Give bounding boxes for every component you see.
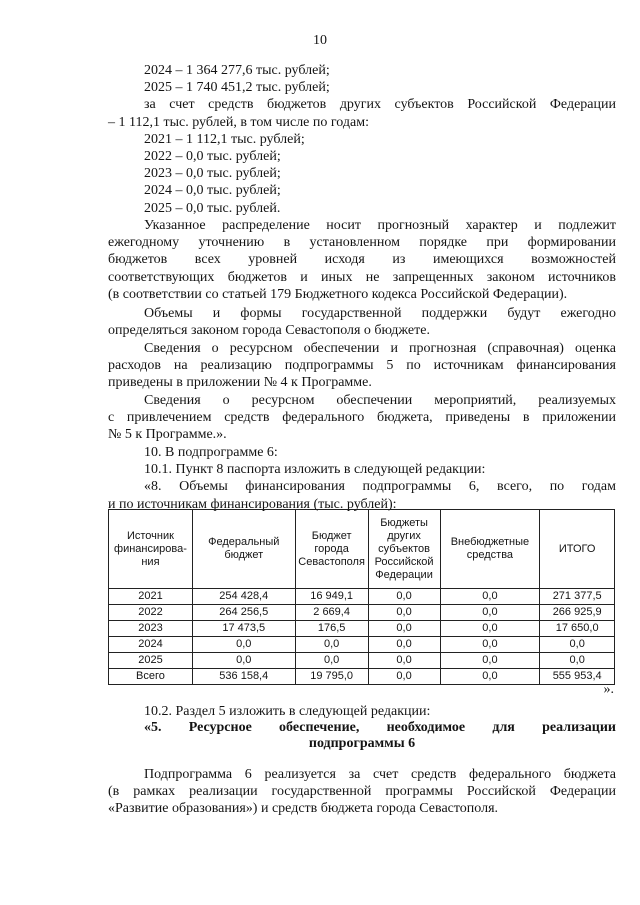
forecast-paragraph [108, 217, 616, 303]
text-line: 2023 – 0,0 тыс. рублей; [144, 166, 281, 182]
table-cell: 0,0 [368, 637, 440, 653]
table-cell: 2024 [109, 637, 193, 653]
table-cell: 264 256,5 [192, 605, 295, 621]
text-line: соответствующих бюджетов и иных не запрещенных законом источников [108, 269, 616, 285]
text-line: Указанное распределение носит прогнозный характер и подлежит [144, 218, 616, 233]
text-line: с привлечением средств федерального бюджета, приведены в приложении [108, 410, 616, 426]
table-cell: 266 925,9 [540, 605, 615, 621]
table-cell: 0,0 [368, 605, 440, 621]
text-line: расходов на реализацию подпрограммы 5 по источникам финансирования [108, 358, 616, 374]
table-cell: 0,0 [295, 637, 368, 653]
table-cell: 0,0 [368, 589, 440, 605]
table-row [109, 621, 615, 637]
table-cell: 0,0 [440, 605, 540, 621]
text-line: ежегодному уточнению в установленном порядке при формировании [108, 235, 616, 251]
funding-table [108, 509, 615, 685]
table-cell: 0,0 [368, 669, 440, 685]
table-cell: 555 953,4 [540, 669, 615, 685]
section-heading [108, 720, 616, 752]
volumes-paragraph [108, 305, 616, 339]
table-cell: 0,0 [368, 653, 440, 669]
item-10-block [108, 444, 616, 513]
table-cell: 17 473,5 [192, 621, 295, 637]
table-row [109, 605, 615, 621]
heading-line: подпрограммы 6 [308, 736, 416, 751]
table-row [109, 589, 615, 605]
table-cell: 0,0 [192, 637, 295, 653]
table-cell: 0,0 [440, 637, 540, 653]
table-cell: 2022 [109, 605, 193, 621]
table-cell: 2025 [109, 653, 193, 669]
header-source: Источник финансирова-ния [109, 510, 193, 589]
text-line: определяться законом города Севастополя о бюджете. [108, 323, 430, 339]
table-cell: 0,0 [440, 653, 540, 669]
table-cell: 536 158,4 [192, 669, 295, 685]
text-line: 2025 – 1 740 451,2 тыс. рублей; [144, 80, 330, 96]
funding-by-year-block [108, 62, 616, 217]
text-line: бюджетов всех уровней исходя из имеющихся возможностей [108, 252, 616, 268]
table-header-row [109, 510, 615, 589]
item-8-line: «8. Объемы финансирования подпрограммы 6, всего, по годам [144, 479, 616, 495]
table-cell: 2021 [109, 589, 193, 605]
table-cell: 0,0 [540, 653, 615, 669]
table-cell: 0,0 [440, 621, 540, 637]
header-city: Бюджет города Севастополя [295, 510, 368, 589]
federal-info-paragraph [108, 392, 616, 444]
text-line: приведены в приложении № 4 к Программе. [108, 375, 372, 391]
text-line: Сведения о ресурсном обеспечении мероприятий, реализуемых [144, 393, 616, 408]
table-cell: 176,5 [295, 621, 368, 637]
header-extrabudgetary: Внебюджетные средства [440, 510, 540, 589]
text-line: за счет средств бюджетов других субъектов Российской Федерации [144, 97, 616, 113]
heading-line: «5. Ресурсное обеспечение, необходимое для реализации [144, 720, 616, 735]
item-10-2-block [108, 703, 616, 720]
table-closing-quote: ». [603, 682, 614, 697]
text-line: «Развитие образования») и средств бюджета города Севастополя. [108, 801, 499, 817]
header-other-subjects: Бюджеты других субъектов Российской Федерации [368, 510, 440, 589]
header-total: ИТОГО [540, 510, 615, 589]
table-cell: 0,0 [440, 669, 540, 685]
item-10-line: 10. В подпрограмме 6: [144, 445, 278, 460]
header-federal: Федеральный бюджет [192, 510, 295, 589]
table-row [109, 653, 615, 669]
text-line: Подпрограмма 6 реализуется за счет средств федерального бюджета [144, 767, 616, 782]
table-row-total [109, 669, 615, 685]
table-row [109, 637, 615, 653]
table-cell: 0,0 [440, 589, 540, 605]
text-line: – 1 112,1 тыс. рублей, в том числе по годам: [108, 114, 369, 130]
table-cell: 0,0 [295, 653, 368, 669]
text-line: Объемы и формы государственной поддержки будут ежегодно [144, 306, 616, 321]
final-paragraph [108, 766, 616, 818]
item-8-line: и по источникам финансирования (тыс. рублей): [108, 496, 397, 512]
item-10-2-line: 10.2. Раздел 5 изложить в следующей редакции: [144, 704, 431, 719]
table-cell: 17 650,0 [540, 621, 615, 637]
text-line: 2022 – 0,0 тыс. рублей; [144, 149, 281, 165]
resource-info-paragraph [108, 340, 616, 392]
table-cell: 0,0 [368, 621, 440, 637]
text-line: 2021 – 1 112,1 тыс. рублей; [144, 131, 305, 147]
text-line: (в рамках реализации государственной программы Российской Федерации [108, 784, 616, 800]
page-number: 10 [313, 33, 327, 48]
table-cell: 19 795,0 [295, 669, 368, 685]
table-cell: 2023 [109, 621, 193, 637]
table-cell: 16 949,1 [295, 589, 368, 605]
text-line: 2024 – 1 364 277,6 тыс. рублей; [144, 63, 330, 78]
text-line: 2025 – 0,0 тыс. рублей. [144, 200, 281, 216]
text-line: 2024 – 0,0 тыс. рублей; [144, 183, 281, 199]
text-line: (в соответствии со статьей 179 Бюджетного кодекса Российской Федерации). [108, 286, 568, 302]
table-cell: 2 669,4 [295, 605, 368, 621]
item-10-1-line: 10.1. Пункт 8 паспорта изложить в следующей редакции: [144, 462, 486, 478]
table-cell: 0,0 [192, 653, 295, 669]
text-line: № 5 к Программе.». [108, 427, 227, 443]
table-cell: 254 428,4 [192, 589, 295, 605]
table-cell: 0,0 [540, 637, 615, 653]
text-line: Сведения о ресурсном обеспечении и прогнозная (справочная) оценка [144, 341, 616, 356]
table-cell: Всего [109, 669, 193, 685]
table-cell: 271 377,5 [540, 589, 615, 605]
